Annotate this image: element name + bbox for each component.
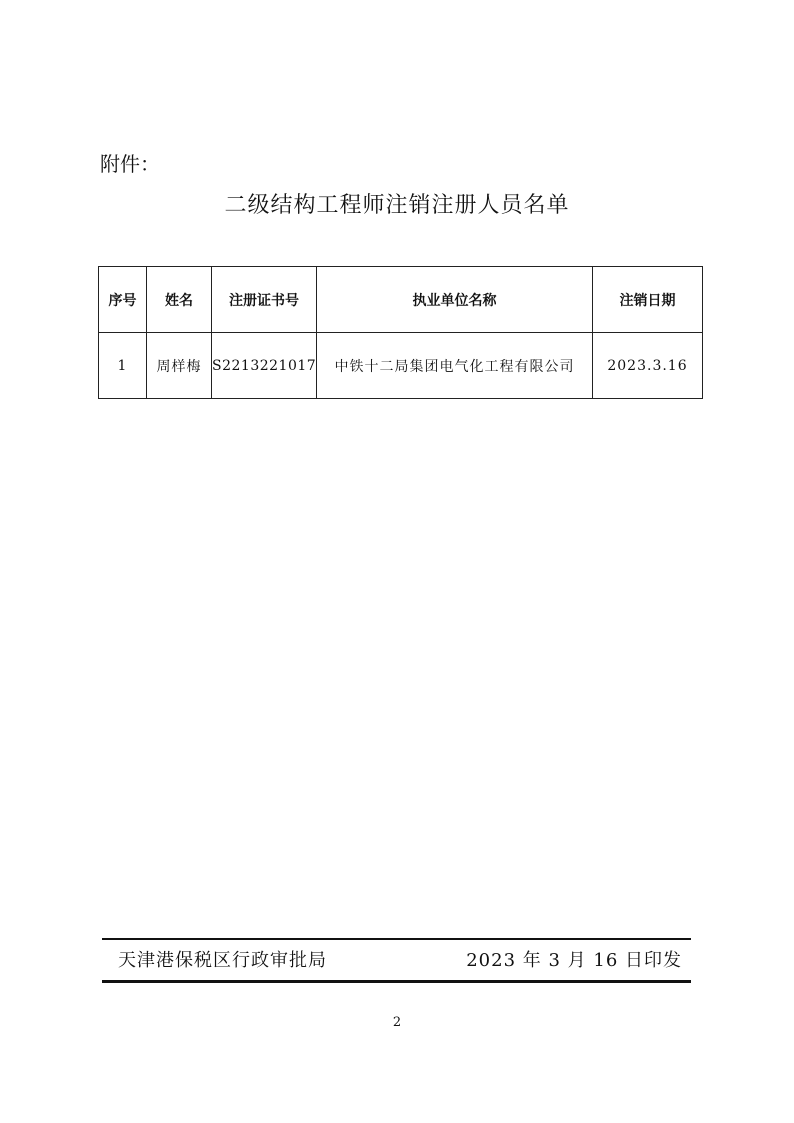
cell-name: 周样梅 <box>147 333 212 399</box>
cell-deregistration-date: 2023.3.16 <box>593 333 703 399</box>
cell-employer-name: 中铁十二局集团电气化工程有限公司 <box>317 333 593 399</box>
header-name: 姓名 <box>147 267 212 333</box>
cell-certificate-number: S2213221017 <box>212 333 317 399</box>
cell-serial-number: 1 <box>99 333 147 399</box>
header-certificate-number: 注册证书号 <box>212 267 317 333</box>
footer-bottom-rule <box>102 980 691 983</box>
attachment-label: 附件： <box>100 152 160 176</box>
header-deregistration-date: 注销日期 <box>593 267 703 333</box>
issuing-authority: 天津港保税区行政审批局 <box>118 950 327 971</box>
table-row <box>99 333 703 399</box>
header-serial-number: 序号 <box>99 267 147 333</box>
page-number: 2 <box>392 1015 402 1030</box>
deregistration-table <box>98 266 703 399</box>
footer-top-rule <box>102 938 691 940</box>
header-employer-name: 执业单位名称 <box>317 267 593 333</box>
document-title: 二级结构工程师注销注册人员名单 <box>224 193 570 218</box>
table-header-row <box>99 267 703 333</box>
issue-date: 2023 年 3 月 16 日印发 <box>466 950 682 971</box>
